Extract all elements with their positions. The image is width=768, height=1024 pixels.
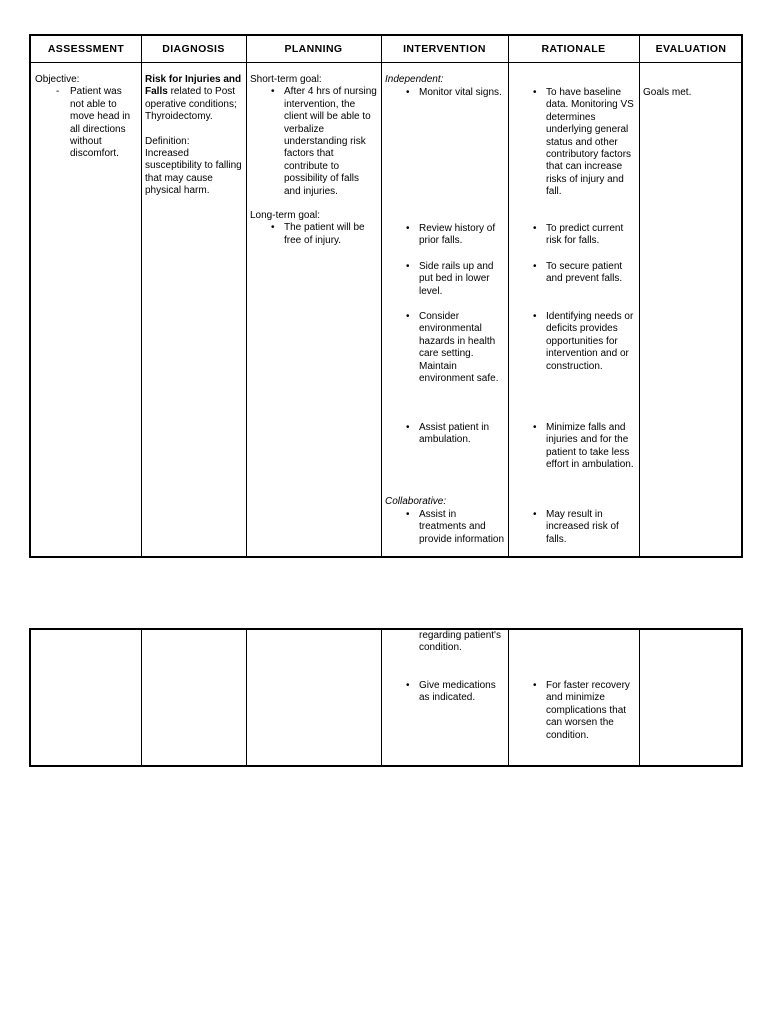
independent-label: Independent: bbox=[385, 74, 444, 85]
header-diagnosis: DIAGNOSIS bbox=[162, 43, 225, 55]
evaluation-cell bbox=[643, 87, 739, 99]
intervention-cell-continued bbox=[385, 630, 505, 765]
planning-cell bbox=[250, 74, 378, 247]
column-divider bbox=[508, 36, 509, 556]
column-divider bbox=[141, 630, 142, 765]
header-planning: PLANNING bbox=[284, 43, 343, 55]
rationale-item: • Minimize falls and injuries and for the patient to take less effort in ambulation. bbox=[512, 422, 634, 472]
definition-text: Increased susceptibility to falling that may cause physical harm. bbox=[145, 148, 242, 197]
rationale-item: • To have baseline data. Monitoring VS determines underlying general status and other contributory factors that can increase risks of injury and fall. bbox=[512, 87, 634, 199]
intervention-item: • Side rails up and put bed in lower level. bbox=[385, 261, 505, 298]
definition-label: Definition: bbox=[145, 135, 190, 147]
care-plan-table-page1 bbox=[29, 34, 743, 558]
diagnosis-related: related to Post operative conditions; Thyroidectomy. bbox=[145, 86, 237, 123]
intervention-item-continued: regarding patient's condition. bbox=[419, 630, 501, 654]
column-divider bbox=[639, 630, 640, 765]
rationale-item: • To secure patient and prevent falls. bbox=[512, 261, 634, 286]
rationale-item: • May result in increased risk of falls. bbox=[512, 509, 634, 546]
column-divider bbox=[246, 36, 247, 556]
column-divider bbox=[381, 36, 382, 556]
column-divider bbox=[639, 36, 640, 556]
assessment-cell bbox=[35, 74, 137, 161]
assessment-label: Objective: bbox=[35, 74, 80, 85]
care-plan-table-page2 bbox=[29, 628, 743, 767]
rationale-cell bbox=[512, 74, 637, 560]
intervention-cell bbox=[385, 74, 505, 560]
long-term-goal-label: Long-term goal: bbox=[250, 210, 321, 222]
evaluation-text: Goals met. bbox=[643, 87, 692, 98]
collaborative-label: Collaborative: bbox=[385, 496, 447, 507]
column-divider bbox=[508, 630, 509, 765]
long-term-goal-item: • The patient will be free of injury. bbox=[250, 222, 378, 247]
rationale-cell-continued bbox=[512, 630, 637, 765]
assessment-item: - Patient was not able to move head in all directions without discomfort. bbox=[35, 86, 137, 160]
short-term-goal-label: Short-term goal: bbox=[250, 74, 322, 85]
intervention-item: • Assist patient in ambulation. bbox=[385, 422, 505, 447]
intervention-item: • Give medications as indicated. bbox=[385, 680, 505, 705]
intervention-item: • Consider environmental hazards in health care setting. Maintain environment safe. bbox=[385, 311, 505, 385]
intervention-item: • Review history of prior falls. bbox=[385, 223, 505, 248]
column-divider bbox=[141, 36, 142, 556]
rationale-item: • Identifying needs or deficits provides opportunities for intervention and or construction. bbox=[512, 311, 634, 373]
header-assessment: ASSESSMENT bbox=[47, 43, 125, 55]
diagnosis-title: Risk for Injuries and Falls bbox=[145, 74, 242, 98]
short-term-goal-item: • After 4 hrs of nursing intervention, the client will be able to verbalize understanding risk factors that contribute to possibility of falls and injuries. bbox=[250, 86, 378, 198]
diagnosis-cell bbox=[145, 74, 243, 198]
header-intervention: INTERVENTION bbox=[403, 43, 486, 55]
rationale-item: • To predict current risk for falls. bbox=[512, 223, 634, 248]
header-evaluation: EVALUATION bbox=[655, 43, 727, 55]
column-divider bbox=[246, 630, 247, 765]
rationale-item: • For faster recovery and minimize complications that can worsen the condition. bbox=[512, 680, 634, 742]
column-divider bbox=[381, 630, 382, 765]
intervention-item: • Monitor vital signs. bbox=[385, 87, 505, 99]
intervention-item: • Assist in treatments and provide information bbox=[385, 509, 505, 546]
header-rationale: RATIONALE bbox=[541, 43, 606, 55]
